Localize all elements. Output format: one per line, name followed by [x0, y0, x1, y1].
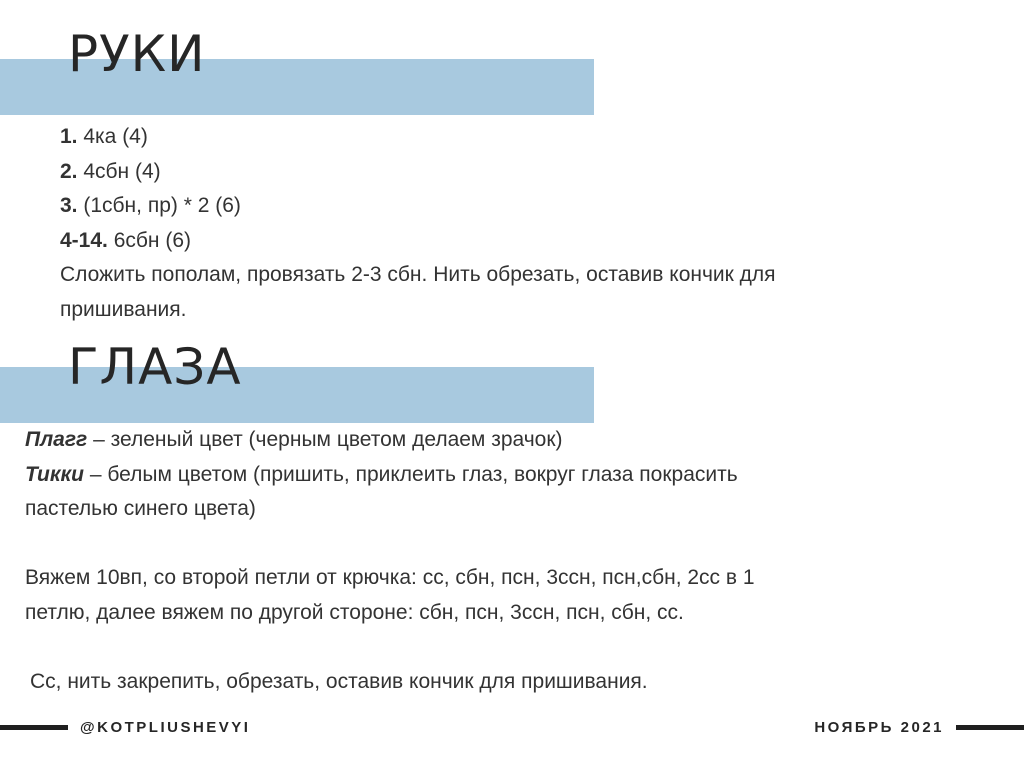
step-row	[60, 155, 776, 190]
step-row	[60, 120, 776, 155]
character-name-tikki: Тикки	[25, 462, 84, 486]
arms-instructions	[60, 120, 776, 328]
blank-line	[25, 631, 755, 666]
tikki-line-continued: пастелью синего цвета)	[25, 497, 256, 521]
pattern-line: петлю, далее вяжем по другой стороне: сбн, псн, 3ссн, псн, сбн, сс.	[25, 600, 684, 624]
step-number: 1.	[60, 125, 78, 148]
footer-rule-left	[0, 725, 68, 730]
footer-rule-right	[956, 725, 1024, 730]
step-row	[60, 189, 776, 224]
step-row	[60, 224, 776, 259]
character-name-plagg: Плагг	[25, 428, 88, 451]
plagg-line	[25, 423, 755, 458]
tikki-description: – белым цветом (пришить, приклеить глаз, вокруг глаза покрасить	[83, 462, 738, 486]
plagg-description: – зеленый цвет (черным цветом делаем зрачок)	[87, 428, 563, 451]
eyes-finish-line: Сс, нить закрепить, обрезать, оставив кончик для пришивания.	[30, 670, 648, 694]
step-text: 6сбн (6)	[107, 228, 192, 252]
step-text: (1сбн, пр) * 2 (6)	[77, 194, 241, 218]
section-title-eyes: ГЛАЗА	[68, 338, 242, 396]
pattern-line: Вяжем 10вп, со второй петли от крючка: сс, сбн, псн, 3ссн, псн,сбн, 2сс в 1	[25, 566, 755, 590]
tikki-line	[25, 458, 755, 493]
finish-text-line: пришивания.	[60, 297, 187, 321]
blank-line	[25, 527, 755, 562]
step-number: 3.	[60, 194, 78, 218]
footer-handle: @KOTPLIUSHEVYI	[80, 719, 251, 736]
step-text: 4сбн (4)	[77, 159, 161, 183]
finish-text-line: Сложить пополам, провязать 2-3 сбн. Нить обрезать, оставив кончик для	[60, 263, 776, 287]
footer-date: НОЯБРЬ 2021	[814, 719, 944, 736]
eyes-instructions	[25, 423, 755, 700]
step-number: 4-14.	[60, 228, 108, 252]
section-title-arms: РУКИ	[68, 25, 206, 83]
step-number: 2.	[60, 159, 78, 183]
step-text: 4ка (4)	[77, 125, 148, 148]
